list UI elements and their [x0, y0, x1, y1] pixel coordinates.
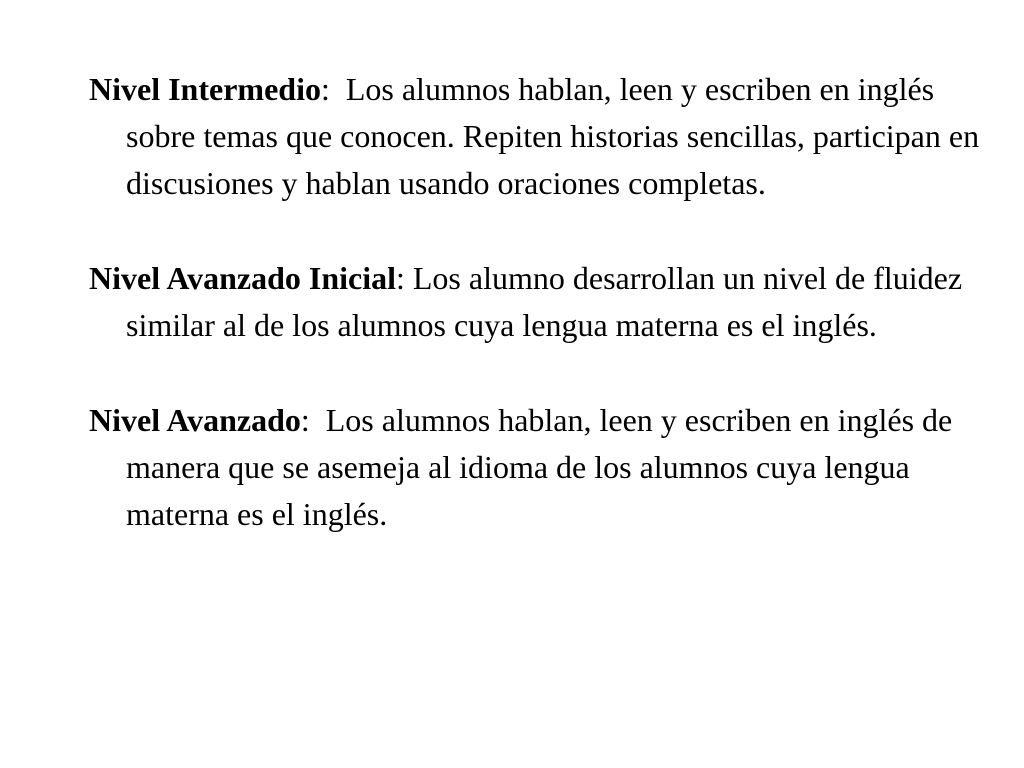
level-term: Nivel Intermedio	[89, 71, 321, 107]
level-separator: :	[300, 402, 326, 438]
level-term: Nivel Avanzado Inicial	[89, 260, 396, 296]
level-description: Los alumnos hablan, leen y escriben en inglés de manera que se asemeja al idioma de los alumnos cuya lengua materna es el inglés.	[126, 402, 953, 532]
level-description: Los alumno desarrollan un nivel de fluidez similar al de los alumnos cuya lengua materna es el inglés.	[126, 260, 963, 343]
level-term: Nivel Avanzado	[89, 402, 301, 438]
level-avanzado-inicial-paragraph	[89, 255, 984, 349]
level-separator: :	[320, 71, 346, 107]
level-description: Los alumnos hablan, leen y escriben en inglés sobre temas que conocen. Repiten historias sencillas, participan en discusiones y hablan usando oraciones completas.	[126, 71, 980, 201]
level-intermedio-paragraph	[89, 66, 984, 207]
level-separator: :	[395, 260, 413, 296]
level-avanzado-paragraph	[89, 397, 984, 538]
